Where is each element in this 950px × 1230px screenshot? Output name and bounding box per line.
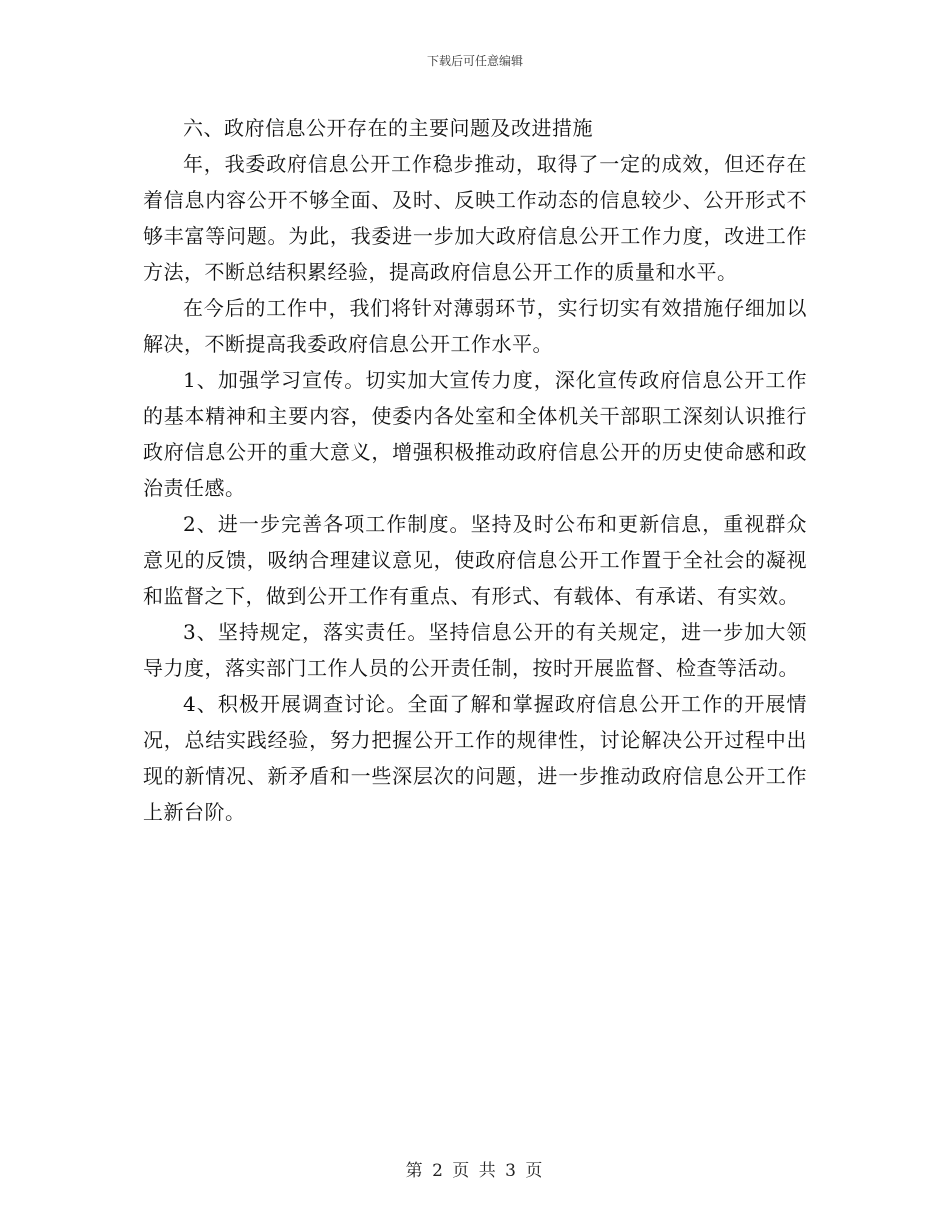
paragraph-intro: 在今后的工作中，我们将针对薄弱环节，实行切实有效措施仔细加以解决，不断提高我委政府信息公开工作水平。 xyxy=(143,296,807,356)
paragraph-item-2: 2、进一步完善各项工作制度。坚持及时公布和更新信息，重视群众意见的反馈，吸纳合理建议意见，使政府信息公开工作置于全社会的凝视和监督之下，做到公开工作有重点、有形式、有载体、有承诺、有实效。 xyxy=(143,512,807,608)
page-header: 下载后可任意编辑 xyxy=(426,54,523,68)
paragraph-item-1: 1、加强学习宣传。切实加大宣传力度，深化宣传政府信息公开工作的基本精神和主要内容，使委内各处室和全体机关干部职工深刻认识推行政府信息公开的重大意义，增强积极推动政府信息公开的历史使命感和政治责任感。 xyxy=(143,368,807,500)
document-body xyxy=(143,110,807,830)
paragraph-item-4: 4、积极开展调查讨论。全面了解和掌握政府信息公开工作的开展情况，总结实践经验，努力把握公开工作的规律性，讨论解决公开过程中出现的新情况、新矛盾和一些深层次的问题，进一步推动政府信息公开工作上新台阶。 xyxy=(143,692,807,824)
page-number-footer: 第 2 页 共 3 页 xyxy=(405,1161,545,1181)
paragraph-summary: 年，我委政府信息公开工作稳步推动，取得了一定的成效，但还存在着信息内容公开不够全面、及时、反映工作动态的信息较少、公开形式不够丰富等问题。为此，我委进一步加大政府信息公开工作力度，改进工作方法，不断总结积累经验，提高政府信息公开工作的质量和水平。 xyxy=(143,152,807,284)
paragraph-item-3: 3、坚持规定，落实责任。坚持信息公开的有关规定，进一步加大领导力度，落实部门工作人员的公开责任制，按时开展监督、检查等活动。 xyxy=(143,620,807,680)
section-heading: 六、政府信息公开存在的主要问题及改进措施 xyxy=(183,116,593,140)
